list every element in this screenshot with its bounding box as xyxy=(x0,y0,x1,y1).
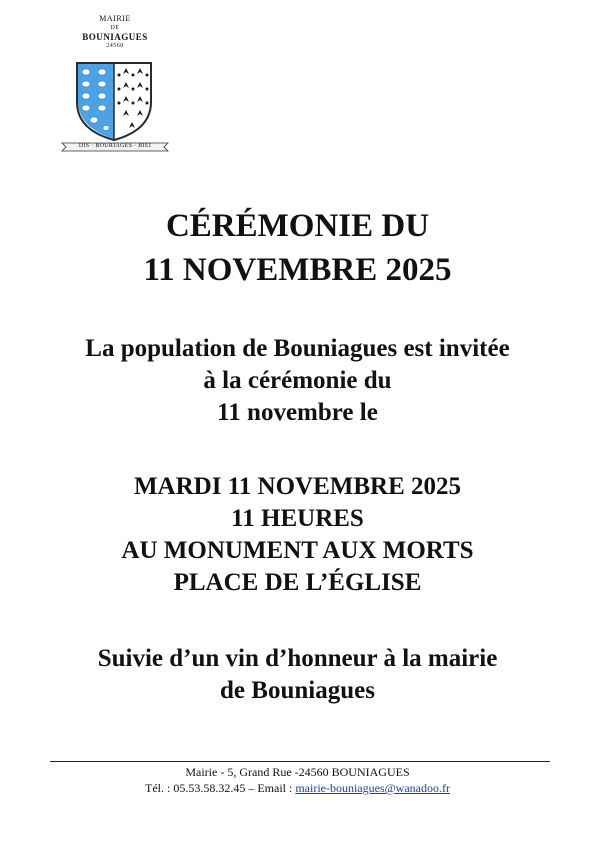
intro-line-1: La population de Bouniagues est invitée xyxy=(85,335,510,362)
page-title xyxy=(0,204,595,292)
title-line-2: 11 NOVEMBRE 2025 xyxy=(143,252,452,288)
event-venue: AU MONUMENT AUX MORTS xyxy=(121,537,474,564)
event-date: MARDI 11 NOVEMBRE 2025 xyxy=(133,473,462,500)
invitation-text xyxy=(0,333,595,429)
closing-line-2: de Bouniagues xyxy=(220,677,375,704)
intro-line-2: à la cérémonie du xyxy=(203,367,392,394)
footer-phone: Tél. : 05.53.58.32.45 – Email : xyxy=(145,781,296,795)
closing-text xyxy=(0,643,595,707)
logo-motto: DIS · BOURIAGES · BIEI xyxy=(78,143,152,149)
event-place: PLACE DE L’ÉGLISE xyxy=(173,569,422,596)
title-line-1: CÉRÉMONIE DU xyxy=(165,208,430,244)
event-time: 11 HEURES xyxy=(231,505,364,532)
closing-line-1: Suivie d’un vin d’honneur à la mairie xyxy=(97,645,498,672)
footer-contact xyxy=(0,780,595,796)
mairie-logo xyxy=(60,14,170,149)
event-details xyxy=(0,471,595,599)
logo-text-postcode: 24560 xyxy=(106,43,124,49)
email-link[interactable]: mairie-bouniagues@wanadoo.fr xyxy=(295,781,450,795)
footer-divider xyxy=(50,761,550,762)
footer-address: Mairie - 5, Grand Rue -24560 BOUNIAGUES xyxy=(185,765,410,779)
logo-text-de: DE xyxy=(110,25,120,31)
logo-text-bouniagues: BOUNIAGUES xyxy=(82,32,148,42)
logo-text-mairie: MAIRIE xyxy=(99,14,131,23)
intro-line-3: 11 novembre le xyxy=(217,399,378,426)
coat-of-arms-icon xyxy=(74,60,154,142)
